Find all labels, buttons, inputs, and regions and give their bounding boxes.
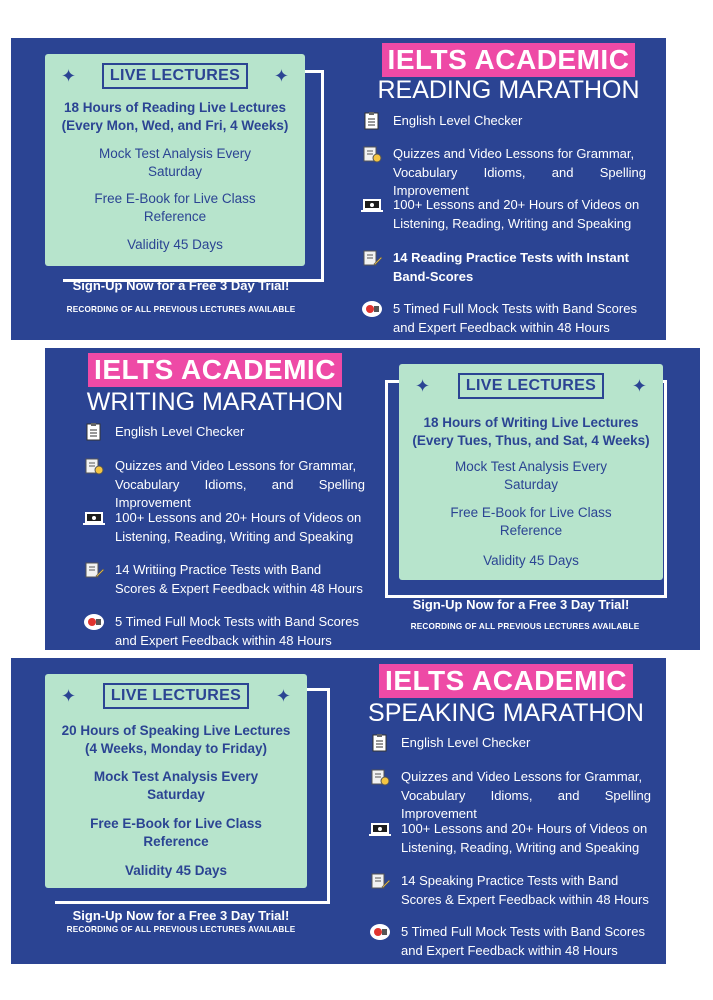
feature-text: English Level Checker [393, 113, 523, 128]
video-lesson-icon [369, 820, 391, 838]
quiz-icon [369, 768, 391, 786]
practice-test-icon [369, 872, 391, 890]
mock-test-icon [83, 613, 105, 631]
feature-item [83, 457, 365, 513]
feature-text: 14 Speaking Practice Tests with Band Scores & Expert Feedback within 48 Hours [401, 873, 649, 907]
live-lectures-header: LIVE LECTURES [102, 63, 248, 89]
mock-test-icon [361, 300, 383, 318]
recording-note: RECORDING OF ALL PREVIOUS LECTURES AVAILABLE [66, 305, 296, 314]
feature-text: English Level Checker [401, 735, 531, 750]
feature-text: 14 Writiing Practice Tests with Band Scores & Expert Feedback within 48 Hours [115, 562, 363, 596]
ielts-badge: IELTS ACADEMIC [88, 353, 342, 387]
feature-item [369, 820, 651, 857]
checklist-icon [369, 734, 391, 752]
feature-item [83, 561, 365, 598]
feature-text: English Level Checker [115, 424, 245, 439]
feature-text: 100+ Lessons and 20+ Hours of Videos on Listening, Reading, Writing and Speaking [401, 821, 648, 855]
feature-item [83, 509, 365, 546]
sparkle-icon: ✦ [61, 686, 77, 706]
feature-text: Quizzes and Video Lessons for Grammar, Vocabulary Idioms, and Spelling Improvement [401, 769, 651, 821]
ielts-badge: IELTS ACADEMIC [382, 43, 636, 77]
live-lectures-header: LIVE LECTURES [103, 683, 249, 709]
recording-note: RECORDING OF ALL PREVIOUS LECTURES AVAILABLE [410, 622, 640, 631]
live-lectures-header: LIVE LECTURES [458, 373, 604, 399]
speaking-marathon-panel [11, 658, 666, 964]
sparkle-icon: ✦ [273, 66, 289, 86]
feature-item [361, 145, 646, 201]
lecture-hours: 18 Hours of Writing Live Lectures (Every Tues, Thus, and Sat, 4 Weeks) [412, 415, 650, 448]
live-lectures-card [45, 674, 307, 888]
live-lectures-card [45, 54, 305, 266]
feature-item [369, 923, 651, 960]
marathon-title: SPEAKING MARATHON [368, 699, 644, 727]
quiz-icon [361, 145, 383, 163]
feature-item [83, 613, 365, 650]
video-lesson-icon [361, 196, 383, 214]
validity: Validity 45 Days [127, 237, 223, 252]
writing-marathon-panel [45, 348, 700, 650]
recording-note: RECORDING OF ALL PREVIOUS LECTURES AVAILABLE [66, 925, 296, 934]
feature-text: 100+ Lessons and 20+ Hours of Videos on Listening, Reading, Writing and Speaking [393, 197, 640, 231]
checklist-icon [361, 112, 383, 130]
practice-test-icon [83, 561, 105, 579]
feature-text: 14 Reading Practice Tests with Instant Band-Scores [393, 250, 629, 284]
mock-analysis: Mock Test Analysis Every Saturday [98, 146, 252, 179]
mock-test-icon [369, 923, 391, 941]
checklist-icon [83, 423, 105, 441]
sparkle-icon: ✦ [275, 686, 291, 706]
marathon-title: WRITING MARATHON [86, 388, 344, 416]
sparkle-icon: ✦ [415, 376, 431, 396]
feature-item [361, 196, 646, 233]
sparkle-icon: ✦ [61, 66, 77, 86]
feature-text: Quizzes and Video Lessons for Grammar, Vocabulary Idioms, and Spelling Improvement [393, 146, 646, 198]
free-ebook: Free E-Book for Live Class Reference [90, 816, 262, 849]
feature-text: Quizzes and Video Lessons for Grammar, Vocabulary Idioms, and Spelling Improvement [115, 458, 365, 510]
signup-cta[interactable]: Sign-Up Now for a Free 3 Day Trial! [72, 278, 290, 293]
feature-item [361, 112, 646, 131]
sparkle-icon: ✦ [631, 376, 647, 396]
feature-text: 5 Timed Full Mock Tests with Band Scores and Expert Feedback within 48 Hours [393, 301, 637, 335]
reading-marathon-panel [11, 38, 666, 340]
marathon-title: READING MARATHON [377, 76, 640, 104]
mock-analysis: Mock Test Analysis Every Saturday [454, 459, 608, 492]
lecture-hours: 20 Hours of Speaking Live Lectures (4 Weeks, Monday to Friday) [61, 723, 291, 756]
validity: Validity 45 Days [483, 553, 579, 568]
practice-test-icon [361, 249, 383, 267]
live-lectures-card [399, 364, 663, 580]
feature-item [361, 300, 646, 337]
free-ebook: Free E-Book for Live Class Reference [94, 191, 256, 224]
feature-item [369, 734, 651, 753]
lecture-hours: 18 Hours of Reading Live Lectures (Every Mon, Wed, and Fri, 4 Weeks) [61, 100, 289, 133]
feature-item [369, 872, 651, 909]
feature-text: 100+ Lessons and 20+ Hours of Videos on Listening, Reading, Writing and Speaking [115, 510, 362, 544]
feature-item [369, 768, 651, 824]
free-ebook: Free E-Book for Live Class Reference [450, 505, 612, 538]
feature-text: 5 Timed Full Mock Tests with Band Scores and Expert Feedback within 48 Hours [401, 924, 645, 958]
quiz-icon [83, 457, 105, 475]
signup-cta[interactable]: Sign-Up Now for a Free 3 Day Trial! [412, 597, 630, 612]
validity: Validity 45 Days [124, 863, 228, 878]
ielts-badge: IELTS ACADEMIC [379, 664, 633, 698]
mock-analysis: Mock Test Analysis Every Saturday [93, 769, 259, 802]
feature-item [83, 423, 365, 442]
video-lesson-icon [83, 509, 105, 527]
feature-item [361, 249, 646, 286]
signup-cta[interactable]: Sign-Up Now for a Free 3 Day Trial! [72, 908, 290, 923]
feature-text: 5 Timed Full Mock Tests with Band Scores and Expert Feedback within 48 Hours [115, 614, 359, 648]
